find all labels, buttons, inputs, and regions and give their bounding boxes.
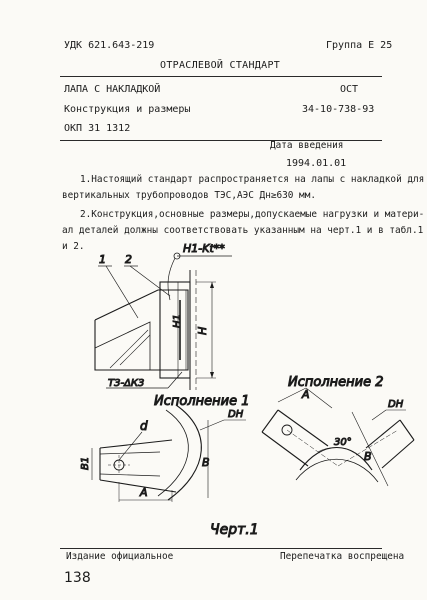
dim-b-2: B — [364, 450, 372, 463]
reprint-note: Перепечатка воспрещена — [280, 551, 405, 562]
weld-mark: H1-Kt** — [183, 242, 225, 255]
document-title: ЛАПА С НАКЛАДКОЙ — [64, 84, 161, 95]
version-2-label: Исполнение 2 — [288, 375, 384, 390]
dim-a-2: A — [302, 388, 310, 401]
callout-1: 1 — [99, 253, 106, 266]
dim-b1: B1 — [80, 456, 91, 470]
version-1-view — [92, 405, 246, 502]
figure-caption: Черт.1 — [210, 522, 259, 538]
dim-dh-2: DH — [388, 399, 404, 410]
angle-label: 30° — [334, 437, 352, 448]
intro-date-value: 1994.01.01 — [286, 158, 347, 169]
group-code: Группа Е 25 — [326, 40, 393, 51]
callout-2: 2 — [125, 253, 132, 266]
paragraph-2-line-3: и 2. — [62, 241, 85, 252]
standard-type: ОТРАСЛЕВОЙ СТАНДАРТ — [160, 60, 281, 71]
okp-code: ОКП 31 1312 — [64, 123, 131, 134]
side-elevation-view — [95, 253, 232, 390]
dim-h1: H1 — [172, 314, 183, 328]
footer-rule — [60, 548, 382, 549]
dim-d: d — [140, 419, 148, 433]
paragraph-2-line-2: ал деталей должны соответствовать указанным на черт.1 и в табл.1 — [62, 225, 424, 236]
document-subtitle: Конструкция и размеры — [64, 104, 191, 115]
page-number: 138 — [64, 570, 91, 586]
paragraph-2-line-1: 2.Конструкция,основные размеры,допускаемые нагрузки и матери- — [80, 209, 425, 220]
paragraph-1-line-1: 1.Настоящий стандарт распространяется на лапы с накладкой для — [80, 174, 425, 185]
dim-dh-1: DH — [228, 409, 244, 420]
dim-h: H — [196, 326, 209, 335]
intro-date-label: Дата введения — [270, 140, 344, 151]
dim-b-1: B — [202, 456, 210, 469]
udc-code: УДК 621.643-219 — [64, 40, 155, 51]
version-1-label: Исполнение 1 — [154, 394, 250, 409]
ost-label: ОСТ — [340, 84, 359, 95]
edition-note: Издание официальное — [66, 551, 174, 562]
dim-a-1: A — [140, 486, 148, 499]
paragraph-1-line-2: вертикальных трубопроводов ТЭС,АЭС Дн≥630 мм. — [62, 190, 316, 201]
ost-number: 34-10-738-93 — [302, 104, 375, 115]
weld-note: Т3-ΔК3 — [108, 378, 145, 389]
